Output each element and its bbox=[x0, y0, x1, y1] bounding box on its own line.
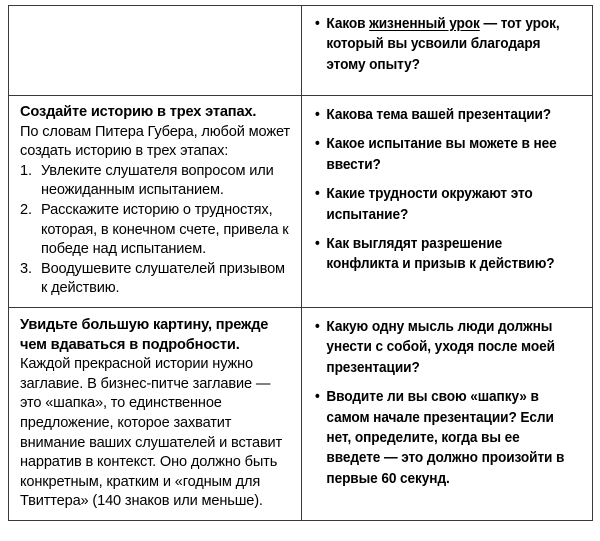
question-list bbox=[314, 14, 584, 75]
table-cell-right bbox=[302, 96, 593, 308]
list-item bbox=[314, 184, 572, 225]
table-cell-right bbox=[302, 307, 593, 520]
table-cell-left bbox=[9, 6, 302, 96]
question-text: Как выглядят разрешение конфликта и призыв к действию? bbox=[326, 236, 555, 273]
table-cell-right bbox=[302, 6, 593, 96]
bullet-icon: • bbox=[314, 16, 320, 32]
advice-paragraph: По словам Питера Губера, любой может создать историю в трех этапах: bbox=[20, 123, 290, 160]
list-item bbox=[314, 387, 572, 489]
empty-cell-content bbox=[9, 6, 301, 95]
advice-heading: Создайте историю в трех этапах. bbox=[20, 104, 257, 120]
step-number: 3. bbox=[20, 260, 32, 277]
list-item bbox=[20, 162, 291, 201]
bullet-icon: • bbox=[314, 318, 320, 335]
content-table bbox=[8, 5, 593, 521]
list-item bbox=[314, 105, 572, 125]
table-row bbox=[9, 307, 593, 520]
bullet-icon: • bbox=[314, 107, 320, 123]
advice-paragraph: Каждой прекрасной истории нужно заглавие. В бизнес-питче заглавие — это «шапка», то единственное предложение, которое захватит внимание ваших слушателей и вставит нарратив в контекст. Оно должно быть конкретным, кратким и «годным для Твиттера» (140 знаков или меньше). bbox=[20, 356, 283, 510]
list-item bbox=[314, 134, 572, 175]
advice-block bbox=[9, 96, 301, 307]
table-cell-left bbox=[9, 307, 302, 520]
question-text: Вводите ли вы свою «шапку» в самом начале презентации? Если нет, определите, когда вы ее введете — это должно произойти в первые 60 секунд. bbox=[326, 389, 565, 487]
question-text-post: — тот урок, который вы усвоили благодаря этому опыту? bbox=[326, 16, 560, 73]
table-row bbox=[9, 96, 593, 308]
list-item bbox=[314, 14, 572, 75]
list-item bbox=[314, 234, 572, 275]
advice-heading: Увидьте большую картину, прежде чем вдаваться в подробности. bbox=[20, 316, 269, 353]
table-row bbox=[9, 6, 593, 96]
question-text: Какова тема вашей презентации? bbox=[326, 107, 552, 123]
bullet-icon: • bbox=[314, 389, 320, 406]
bullet-icon: • bbox=[314, 236, 320, 253]
step-number: 1. bbox=[20, 162, 32, 179]
bullet-icon: • bbox=[314, 186, 320, 203]
list-item bbox=[314, 317, 572, 378]
question-list-container bbox=[302, 308, 592, 497]
list-item bbox=[20, 260, 291, 299]
table-cell-left bbox=[9, 96, 302, 308]
question-text-underlined: жизненный урок bbox=[369, 16, 480, 32]
question-text: Какую одну мысль люди должны унести с собой, уходя после моей презентации? bbox=[326, 318, 555, 376]
question-text: Какие трудности окружают это испытание? bbox=[326, 186, 533, 223]
question-list bbox=[314, 105, 584, 275]
question-list-container bbox=[302, 96, 592, 283]
bullet-icon: • bbox=[314, 136, 320, 153]
step-text: Увлеките слушателя вопросом или неожиданным испытанием. bbox=[41, 162, 274, 199]
question-text: Какое испытание вы можете в нее ввести? bbox=[326, 136, 557, 173]
list-item bbox=[20, 201, 291, 260]
step-number: 2. bbox=[20, 201, 32, 218]
question-list-container bbox=[302, 6, 592, 83]
step-text: Воодушевите слушателей призывом к действию. bbox=[41, 260, 285, 297]
question-list bbox=[314, 317, 584, 489]
question-text-pre: Каков bbox=[326, 16, 370, 32]
step-text: Расскажите историю о трудностях, которая, в конечном счете, привела к победе над испытанием. bbox=[41, 201, 289, 258]
advice-block bbox=[9, 308, 301, 520]
steps-list bbox=[20, 162, 291, 299]
